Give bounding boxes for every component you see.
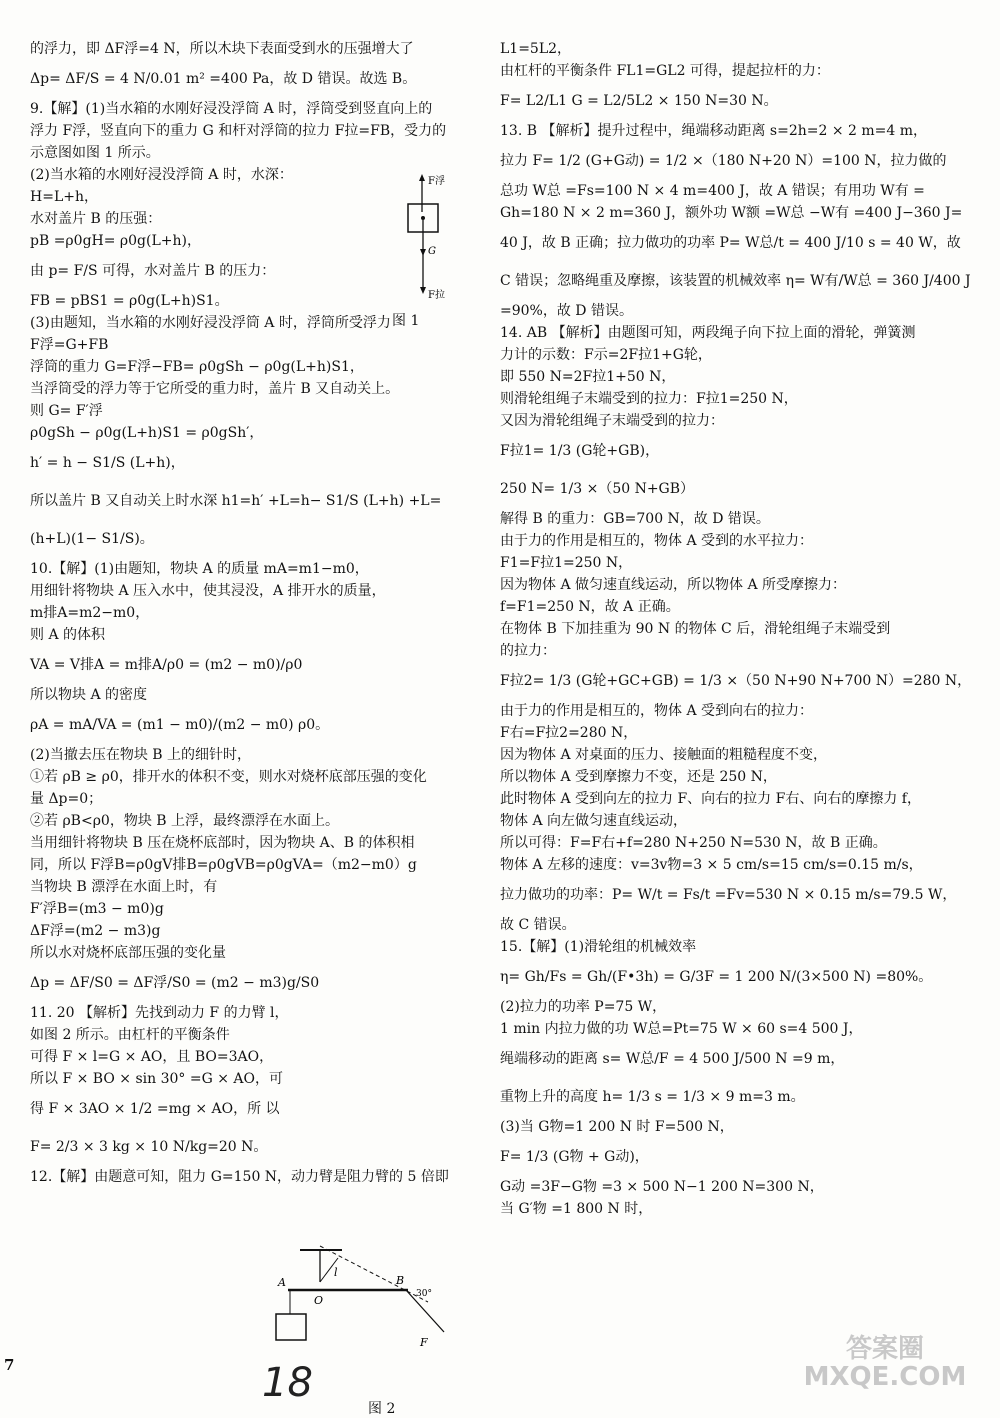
- right-text-line: 又因为滑轮组绳子末端受到的拉力：: [500, 413, 724, 429]
- right-text-line: f=F1=250 N，故 A 正确。: [500, 599, 680, 615]
- fig1-label-down: F拉: [428, 290, 445, 301]
- left-text-line: 量 Δp=0；: [30, 791, 103, 807]
- left-text-line: 用细针将物块 A 压入水中，使其浸没，A 排开水的质量，: [30, 583, 386, 599]
- fig2-label-b: B: [396, 1274, 405, 1287]
- right-text-line: F拉1= 1/3 (G轮+GB)，: [500, 443, 660, 459]
- right-text-line: C 错误；忽略绳重及摩擦，该装置的机械效率 η= W有/W总 = 360 J/400 J: [500, 273, 971, 289]
- right-text-line: 即 550 N=2F拉1+50 N，: [500, 369, 676, 385]
- fig2-label-angle: 30°: [416, 1289, 432, 1299]
- left-text-line: 9.【解】(1)当水箱的水刚好浸没浮筒 A 时，浮筒受到竖直向上的: [30, 101, 433, 117]
- left-text-line: 则 A 的体积: [30, 627, 106, 643]
- gravity-arrowhead: [420, 249, 426, 256]
- right-text-line: 则滑轮组绳子末端受到的拉力：F拉1=250 N，: [500, 391, 798, 407]
- fig2-label-l: l: [334, 1266, 338, 1279]
- left-text-line: 所以水对烧杯底部压强的变化量: [30, 945, 226, 961]
- right-text-line: (3)当 G物=1 200 N 时 F=500 N，: [500, 1119, 734, 1135]
- right-text-line: 因为物体 A 做匀速直线运动，所以物体 A 所受摩擦力：: [500, 577, 847, 593]
- right-text-line: 由于力的作用是相互的，物体 A 受到向右的拉力：: [500, 703, 814, 719]
- left-text-line: 可得 F × l=G × AO，且 BO=3AO，: [30, 1049, 274, 1065]
- hanging-weight: [276, 1314, 306, 1340]
- right-text-line: 15.【解】(1)滑轮组的机械效率: [500, 939, 697, 955]
- left-text-line: 当浮筒受的浮力等于它所受的重力时，盖片 B 又自动关上。: [30, 381, 400, 397]
- right-text-line: F1=F拉1=250 N，: [500, 555, 633, 571]
- left-text-line: 同，所以 F浮B=ρ0gV排B=ρ0gVB=ρ0gVA=（m2−m0）g: [30, 857, 417, 873]
- right-text-line: 重物上升的高度 h= 1/3 s = 1/3 × 9 m=3 m。: [500, 1089, 805, 1105]
- left-text-line: Δp = ΔF/S0 = ΔF浮/S0 = (m2 − m3)g/S0: [30, 975, 320, 991]
- left-text-line: 11. 20 【解析】先找到动力 F 的力臂 l，: [30, 1005, 289, 1021]
- fig2-label-f: F: [420, 1336, 428, 1349]
- left-text-line: (3)由题知，当水箱的水刚好浸没浮筒 A 时，浮筒所受浮力: [30, 315, 391, 331]
- left-text-line: 如图 2 所示。由杠杆的平衡条件: [30, 1027, 230, 1043]
- right-text-line: 物体 A 向左做匀速直线运动，: [500, 813, 688, 829]
- right-text-line: 总功 W总 =Fs=100 N × 4 m=400 J，故 A 错误；有用功 W有 =: [500, 183, 925, 199]
- left-text-line: 浮力 F浮，竖直向下的重力 G 和杆对浮筒的拉力 F拉=FB，受力的: [30, 123, 447, 139]
- right-text-line: 因为物体 A 对桌面的压力、接触面的粗糙程度不变，: [500, 747, 828, 763]
- left-text-line: 当用细针将物块 B 压在烧杯底部时，因为物块 A、B 的体积相: [30, 835, 415, 851]
- right-text-line: 绳端移动的距离 s= W总/F = 4 500 J/500 N =9 m，: [500, 1051, 845, 1067]
- fig2-label-a: A: [278, 1276, 286, 1289]
- right-text-line: G动 =3F−G物 =3 × 500 N−1 200 N=300 N，: [500, 1179, 824, 1195]
- left-text-line: H=L+h，: [30, 189, 98, 205]
- pull-arrowhead: [420, 287, 426, 294]
- watermark-line-2: MXQE.COM: [803, 1362, 967, 1392]
- left-text-line: 示意图如图 1 所示。: [30, 145, 160, 161]
- fig1-label-g: G: [428, 246, 436, 257]
- left-text-line: 由 p= F/S 可得，水对盖片 B 的压力：: [30, 263, 276, 279]
- watermark-line-1: 答案圈: [845, 1334, 924, 1364]
- right-text-line: 拉力 F= 1/2 (G+G动) = 1/2 ×（180 N+20 N）=100 N，拉力做的: [500, 153, 947, 169]
- left-text-line: 则 G= F′浮: [30, 403, 103, 419]
- right-text-line: L1=5L2，: [500, 41, 572, 57]
- left-text-line: (2)当水箱的水刚好浸没浮筒 A 时，水深：: [30, 167, 293, 183]
- right-text-line: 40 J，故 B 正确；拉力做功的功率 P= W总/t = 400 J/10 s = 40 W，故: [500, 235, 961, 251]
- left-text-line: ΔF浮=(m2 − m3)g: [30, 923, 161, 939]
- left-text-line: 的浮力，即 ΔF浮=4 N，所以木块下表面受到水的压强增大了: [30, 41, 414, 57]
- right-text-line: F= 1/3 (G物 + G动)，: [500, 1149, 649, 1165]
- right-text-line: 力计的示数：F示=2F拉1+G轮，: [500, 347, 712, 363]
- right-text-line: η= Gh/Fs = Gh/(F•3h) = G/3F = 1 200 N/(3×500 N) =80%。: [500, 969, 933, 985]
- upward-arrowhead: [419, 174, 425, 181]
- left-text-line: ρA = mA/VA = (m1 − m0)/(m2 − m0) ρ0。: [30, 717, 330, 733]
- left-text-line: VA = V排A = m排A/ρ0 = (m2 − m0)/ρ0: [30, 657, 303, 673]
- left-text-line: 12.【解】由题意可知，阻力 G=150 N，动力臂是阻力臂的 5 倍即: [30, 1169, 449, 1185]
- handwritten-number: 18: [262, 1360, 313, 1406]
- left-text-line: (2)当撤去压在物块 B 上的细针时，: [30, 747, 252, 763]
- left-text-line: ρ0gSh − ρ0g(L+h)S1 = ρ0gSh′，: [30, 425, 264, 441]
- left-text-line: ①若 ρB ≥ ρ0，排开水的体积不变，则水对烧杯底部压强的变化: [30, 769, 427, 785]
- left-text-line: m排A=m2−m0，: [30, 605, 150, 621]
- left-text-line: 所以 F × BO × sin 30° =G × AO，可: [30, 1071, 283, 1087]
- right-text-line: 物体 A 左移的速度：v=3v物=3 × 5 cm/s=15 cm/s=0.15 m/s，: [500, 857, 923, 873]
- right-text-line: 13. B 【解析】提升过程中，绳端移动距离 s=2h=2 × 2 m=4 m，: [500, 123, 928, 139]
- left-text-line: F= 2/3 × 3 kg × 10 N/kg=20 N。: [30, 1139, 268, 1155]
- right-text-line: =90%，故 D 错误。: [500, 303, 633, 319]
- fig1-label-up: F浮: [428, 176, 445, 187]
- right-text-line: 所以可得：F=F右+f=280 N+250 N=530 N，故 B 正确。: [500, 835, 887, 851]
- right-text-line: 此时物体 A 受到向左的拉力 F、向右的拉力 F右、向右的摩擦力 f，: [500, 791, 921, 807]
- left-text-line: ②若 ρB<ρ0，物块 B 上浮，最终漂浮在水面上。: [30, 813, 340, 829]
- left-text-line: F′浮B=(m3 − m0)g: [30, 901, 164, 917]
- watermark-logo: [790, 1335, 980, 1395]
- left-text-line: 水对盖片 B 的压强：: [30, 211, 162, 227]
- figure-2-caption: 图 2: [368, 1401, 396, 1417]
- right-text-line: 由杠杆的平衡条件 FL1=GL2 可得，提起拉杆的力：: [500, 63, 830, 79]
- left-text-line: 得 F × 3AO × 1/2 =mg × AO，所 以: [30, 1101, 280, 1117]
- left-text-line: F浮=G+FB: [30, 337, 109, 353]
- left-text-line: 当物块 B 漂浮在水面上时，有: [30, 879, 218, 895]
- left-text-line: 所以物块 A 的密度: [30, 687, 148, 703]
- left-text-line: (h+L)(1− S1/S)。: [30, 531, 154, 547]
- left-text-line: 浮筒的重力 G=F浮−FB= ρ0gSh − ρ0g(L+h)S1，: [30, 359, 364, 375]
- left-text-line: pB =ρ0gH= ρ0g(L+h)，: [30, 233, 201, 249]
- right-text-line: 故 C 错误。: [500, 917, 576, 933]
- right-text-line: 由于力的作用是相互的，物体 A 受到的水平拉力：: [500, 533, 814, 549]
- center-point: [421, 216, 425, 220]
- right-text-line: Gh=180 N × 2 m=360 J，额外功 W额 =W总 −W有 =400 J−360 J=: [500, 205, 963, 221]
- left-text-line: FB = pBS1 = ρ0g(L+h)S1。: [30, 293, 229, 309]
- left-text-line: Δp= ΔF/S = 4 N/0.01 m² =400 Pa，故 D 错误。故选 B。: [30, 71, 417, 87]
- right-text-line: F= L2/L1 G = L2/5L2 × 150 N=30 N。: [500, 93, 778, 109]
- page-number: 7: [4, 1356, 15, 1374]
- left-text-line: h′ = h − S1/S (L+h)，: [30, 455, 185, 471]
- right-text-line: 解得 B 的重力：GB=700 N，故 D 错误。: [500, 511, 770, 527]
- figure-2-lever-diagram: [268, 1242, 448, 1372]
- right-text-line: 拉力做功的功率：P= W/t = Fs/t =Fv=530 N × 0.15 m/s=79.5 W，: [500, 887, 957, 903]
- right-text-line: 当 G′物 =1 800 N 时，: [500, 1201, 653, 1217]
- right-text-line: 14. AB 【解析】由题图可知，两段绳子向下拉上面的滑轮，弹簧测: [500, 325, 916, 341]
- left-text-line: 所以盖片 B 又自动关上时水深 h1=h′ +L=h− S1/S (L+h) +L=: [30, 493, 442, 509]
- fig2-label-o: O: [314, 1294, 324, 1307]
- right-text-line: 250 N= 1/3 ×（50 N+GB）: [500, 481, 695, 497]
- right-text-line: 的拉力：: [500, 643, 556, 659]
- figure-1-caption: 图 1: [392, 313, 420, 329]
- right-text-line: F拉2= 1/3 (G轮+GC+GB) = 1/3 ×（50 N+90 N+700 N）=280 N，: [500, 673, 972, 689]
- figure-1-force-diagram: [376, 172, 446, 302]
- right-text-line: 1 min 内拉力做的功 W总=Pt=75 W × 60 s=4 500 J，: [500, 1021, 863, 1037]
- right-text-line: 在物体 B 下加挂重为 90 N 的物体 C 后，滑轮组绳子末端受到: [500, 621, 891, 637]
- right-text-line: 所以物体 A 受到摩擦力不变，还是 250 N，: [500, 769, 777, 785]
- right-text-line: F右=F拉2=280 N，: [500, 725, 638, 741]
- right-column: [500, 38, 972, 1220]
- left-text-line: 10.【解】(1)由题知，物块 A 的质量 mA=m1−m0，: [30, 561, 369, 577]
- right-text-line: (2)拉力的功率 P=75 W，: [500, 999, 667, 1015]
